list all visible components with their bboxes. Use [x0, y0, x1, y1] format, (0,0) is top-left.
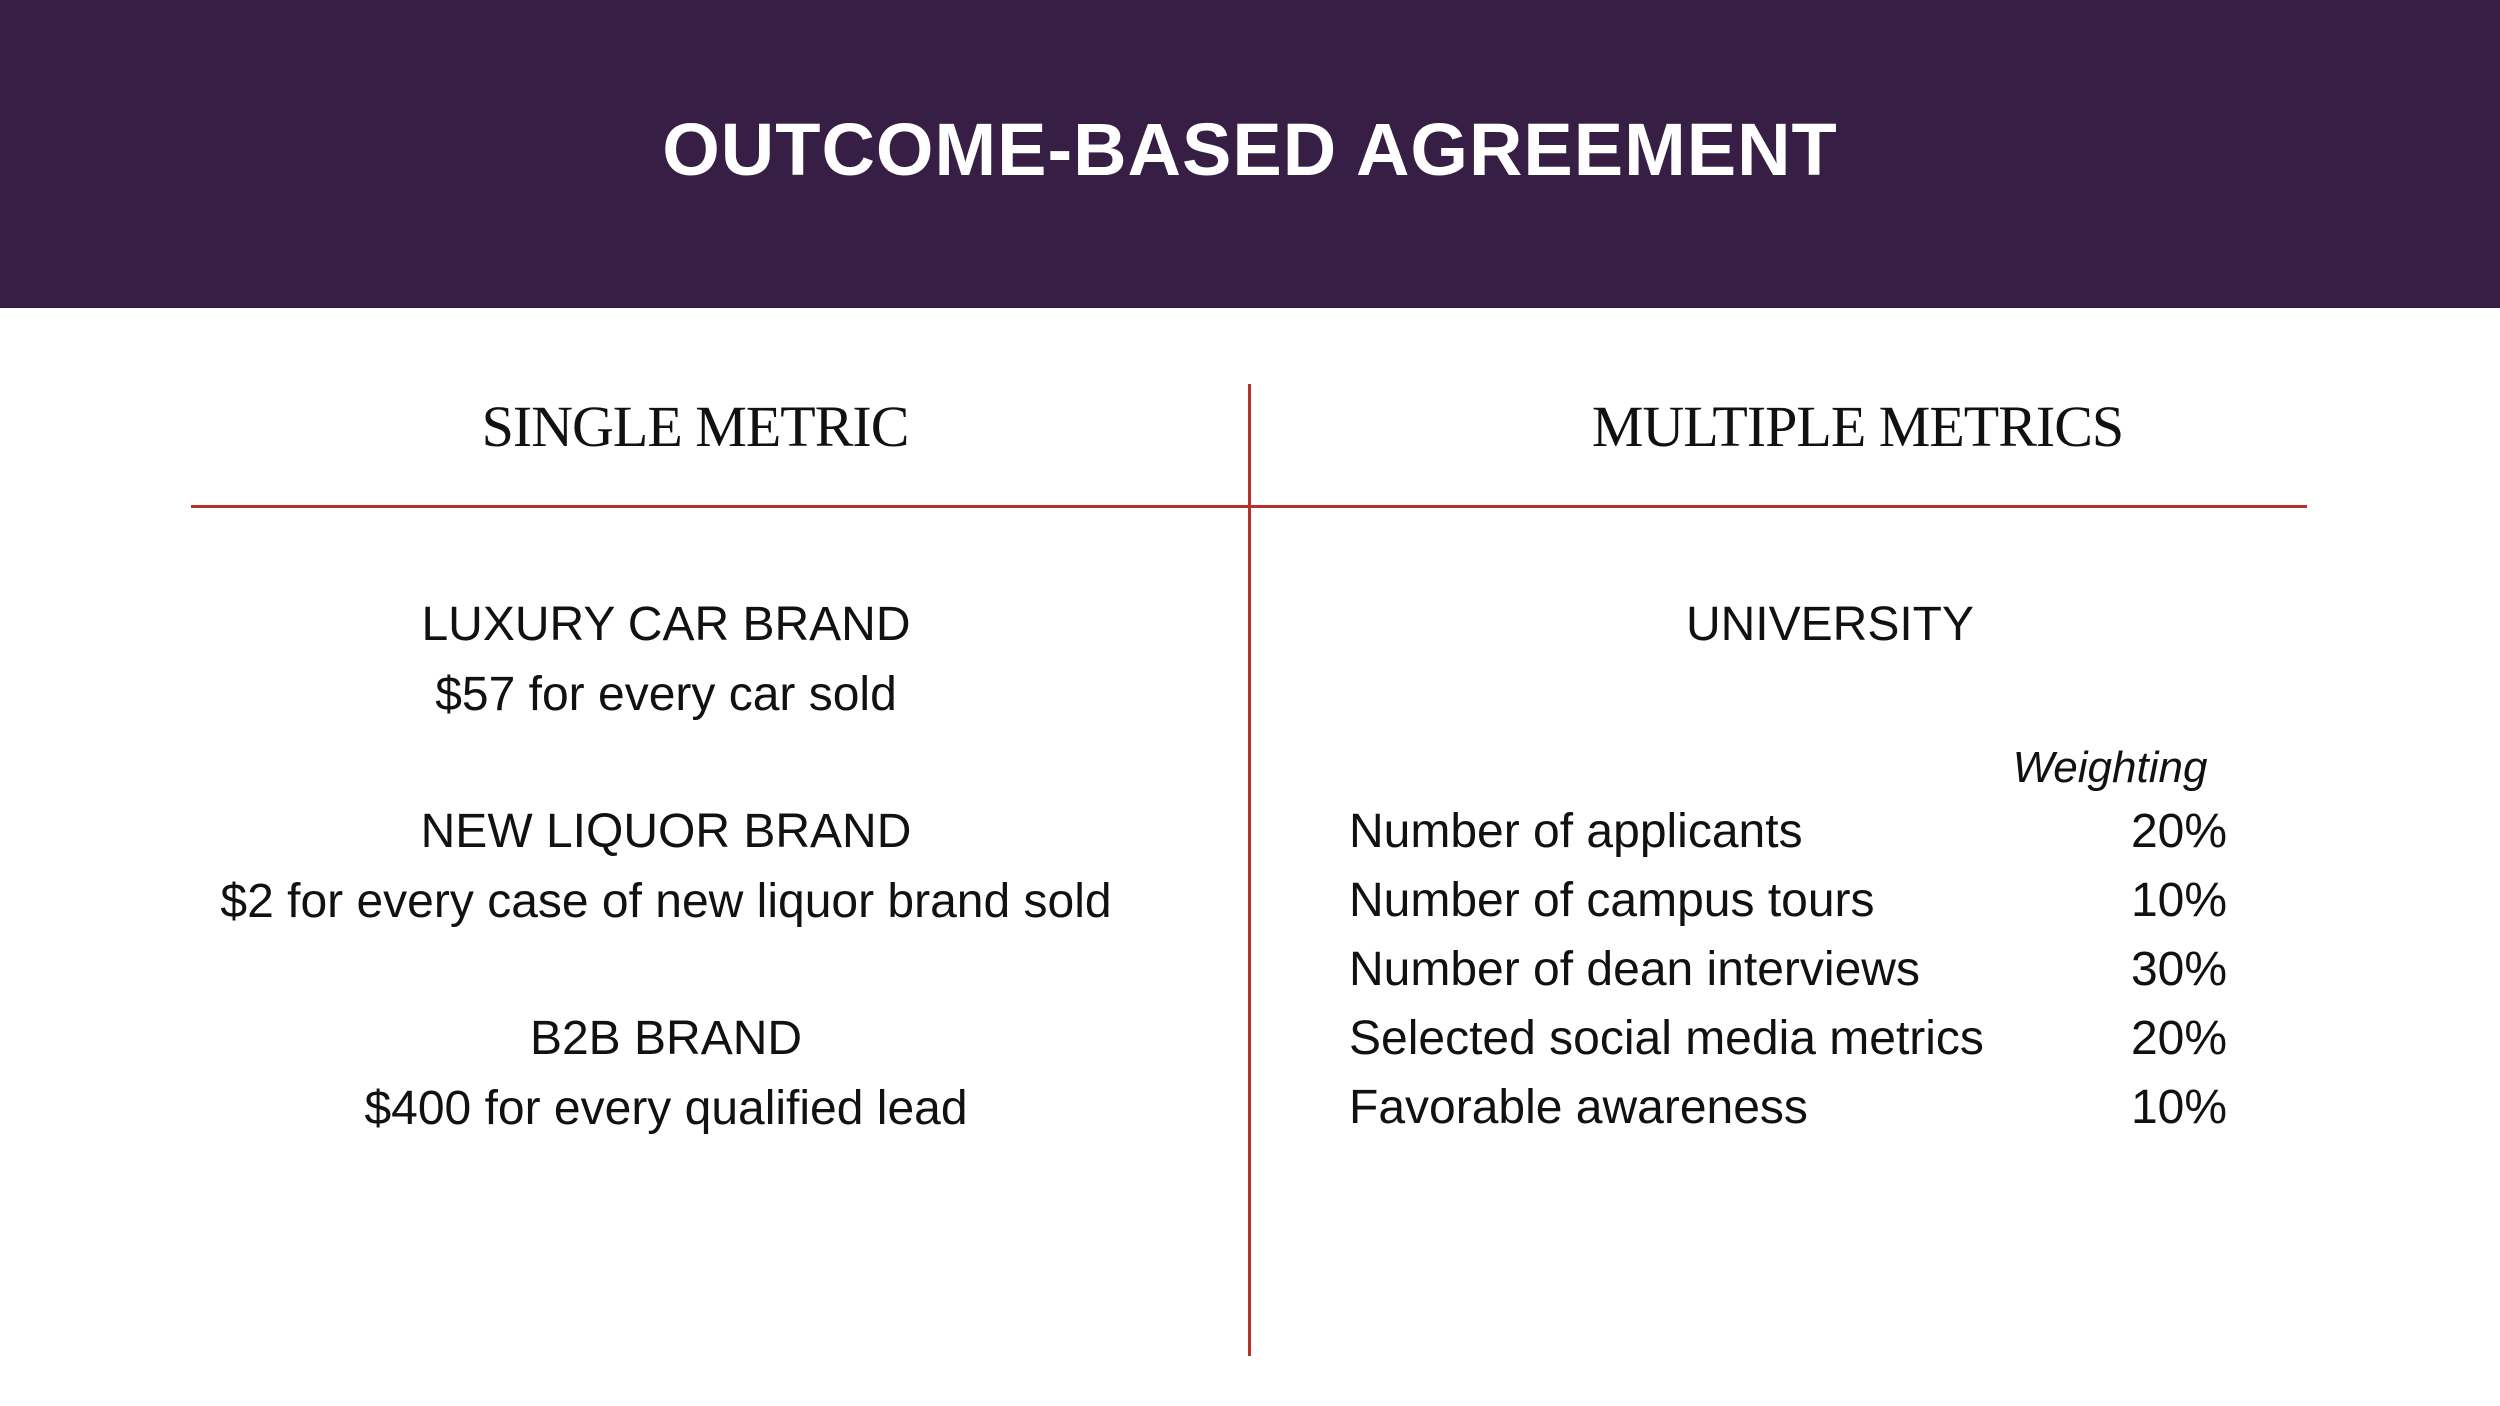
single-metric-heading: SINGLE METRIC — [481, 394, 909, 459]
metric-row — [1349, 797, 2299, 867]
single-metric-brand: LUXURY CAR BRAND — [421, 598, 911, 651]
metric-row — [1349, 1004, 2299, 1074]
metric-row — [1349, 1073, 2299, 1143]
multiple-metrics-heading: MULTIPLE METRICS — [1591, 394, 2124, 459]
weighting-header: Weighting — [2012, 743, 2208, 792]
metric-label: Number of campus tours — [1349, 874, 1875, 927]
metric-label: Favorable awareness — [1349, 1081, 1808, 1134]
metric-label: Selected social media metrics — [1349, 1012, 1984, 1065]
metric-weight: 10% — [2130, 874, 2228, 927]
metric-row — [1349, 866, 2299, 936]
metric-weight: 10% — [2130, 1081, 2228, 1134]
multiple-metrics-client: UNIVERSITY — [1685, 598, 1975, 651]
metric-weight: 20% — [2130, 805, 2228, 858]
single-metric-brand: B2B BRAND — [529, 1012, 803, 1065]
metric-label: Number of dean interviews — [1349, 943, 1920, 996]
metric-label: Number of applicants — [1349, 805, 1803, 858]
single-metric-rate: $400 for every qualified lead — [364, 1082, 968, 1135]
metric-weight: 20% — [2130, 1012, 2228, 1065]
single-metric-rate: $2 for every case of new liquor brand sold — [220, 875, 1112, 928]
single-metric-rate: $57 for every car sold — [435, 668, 897, 721]
metric-weight: 30% — [2130, 943, 2228, 996]
single-metric-brand: NEW LIQUOR BRAND — [420, 805, 912, 858]
title-banner — [0, 0, 2500, 308]
metric-row — [1349, 935, 2299, 1005]
slide-title: OUTCOME-BASED AGREEMENT — [662, 108, 1838, 191]
vertical-divider — [1248, 384, 1251, 1356]
